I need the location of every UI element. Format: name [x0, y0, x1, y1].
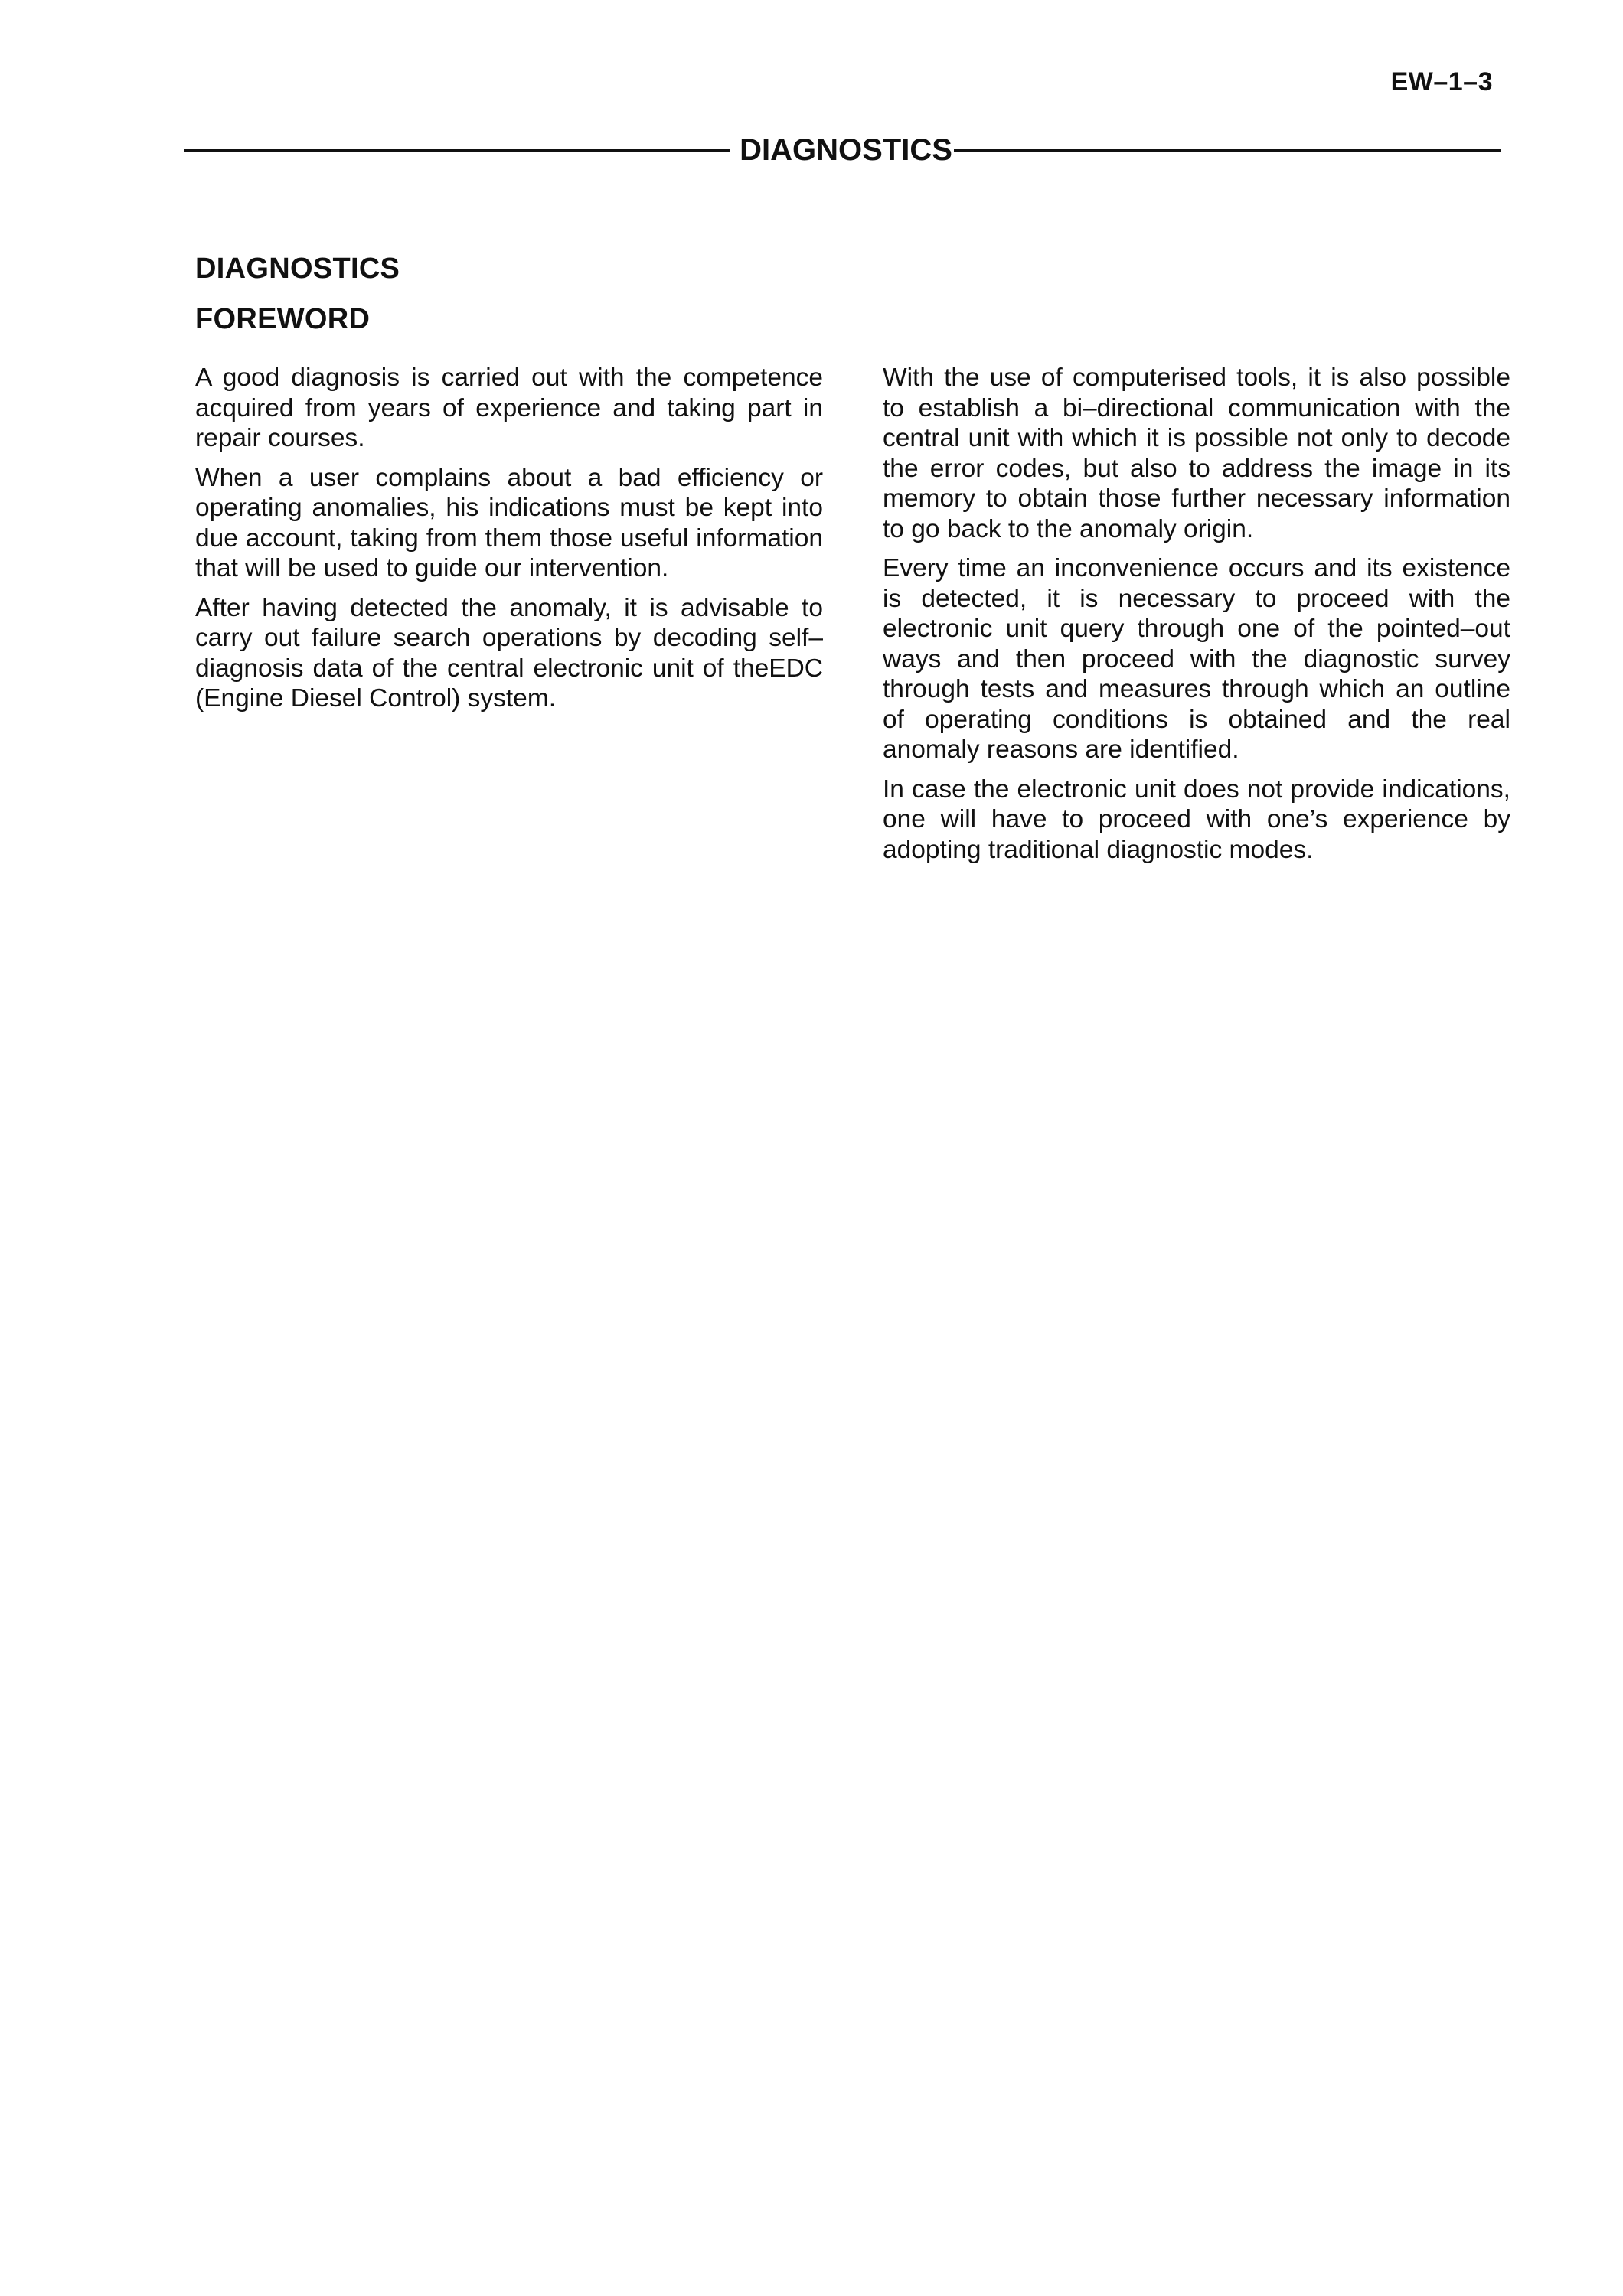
paragraph: After having detected the anomaly, it is advisable to carry out failure search operations by decoding self–diagnosis data of the central electronic unit of theEDC (Engine Diesel Control) system.: [195, 593, 823, 713]
header-rule-line: [954, 149, 1501, 152]
section-heading: DIAGNOSTICS: [195, 253, 400, 285]
paragraph: A good diagnosis is carried out with the competence acquired from years of experience and taking part in repair courses.: [195, 364, 823, 452]
header-rule-line: [184, 149, 730, 152]
subsection-heading: FOREWORD: [195, 303, 371, 335]
paragraph: In case the electronic unit does not provide indications, one will have to proceed with one’s experience by adopting traditional diagnostic modes.: [883, 775, 1510, 864]
paragraph: With the use of computerised tools, it is also possible to establish a bi–directional communication with the central unit with which it is possible not only to decode the error codes, but also to address the image in its memory to obtain those further necessary information to go back to the anomaly origin.: [883, 364, 1510, 543]
text-column-right: [883, 363, 1510, 874]
running-title: DIAGNOSTICS: [740, 132, 952, 167]
paragraph: When a user complains about a bad efficiency or operating anomalies, his indications must be kept into due account, taking from them those useful information that will be used to guide our intervention.: [195, 463, 823, 582]
page-number: EW–1–3: [1390, 67, 1493, 96]
paragraph: Every time an inconvenience occurs and its existence is detected, it is necessary to proceed with the electronic unit query through one of the pointed–out ways and then proceed with the diagnostic survey through tests and measures through which an outline of operating conditions is obtained and the real anomaly reasons are identified.: [883, 554, 1510, 764]
running-header: [184, 132, 1501, 168]
text-column-left: [195, 363, 823, 723]
